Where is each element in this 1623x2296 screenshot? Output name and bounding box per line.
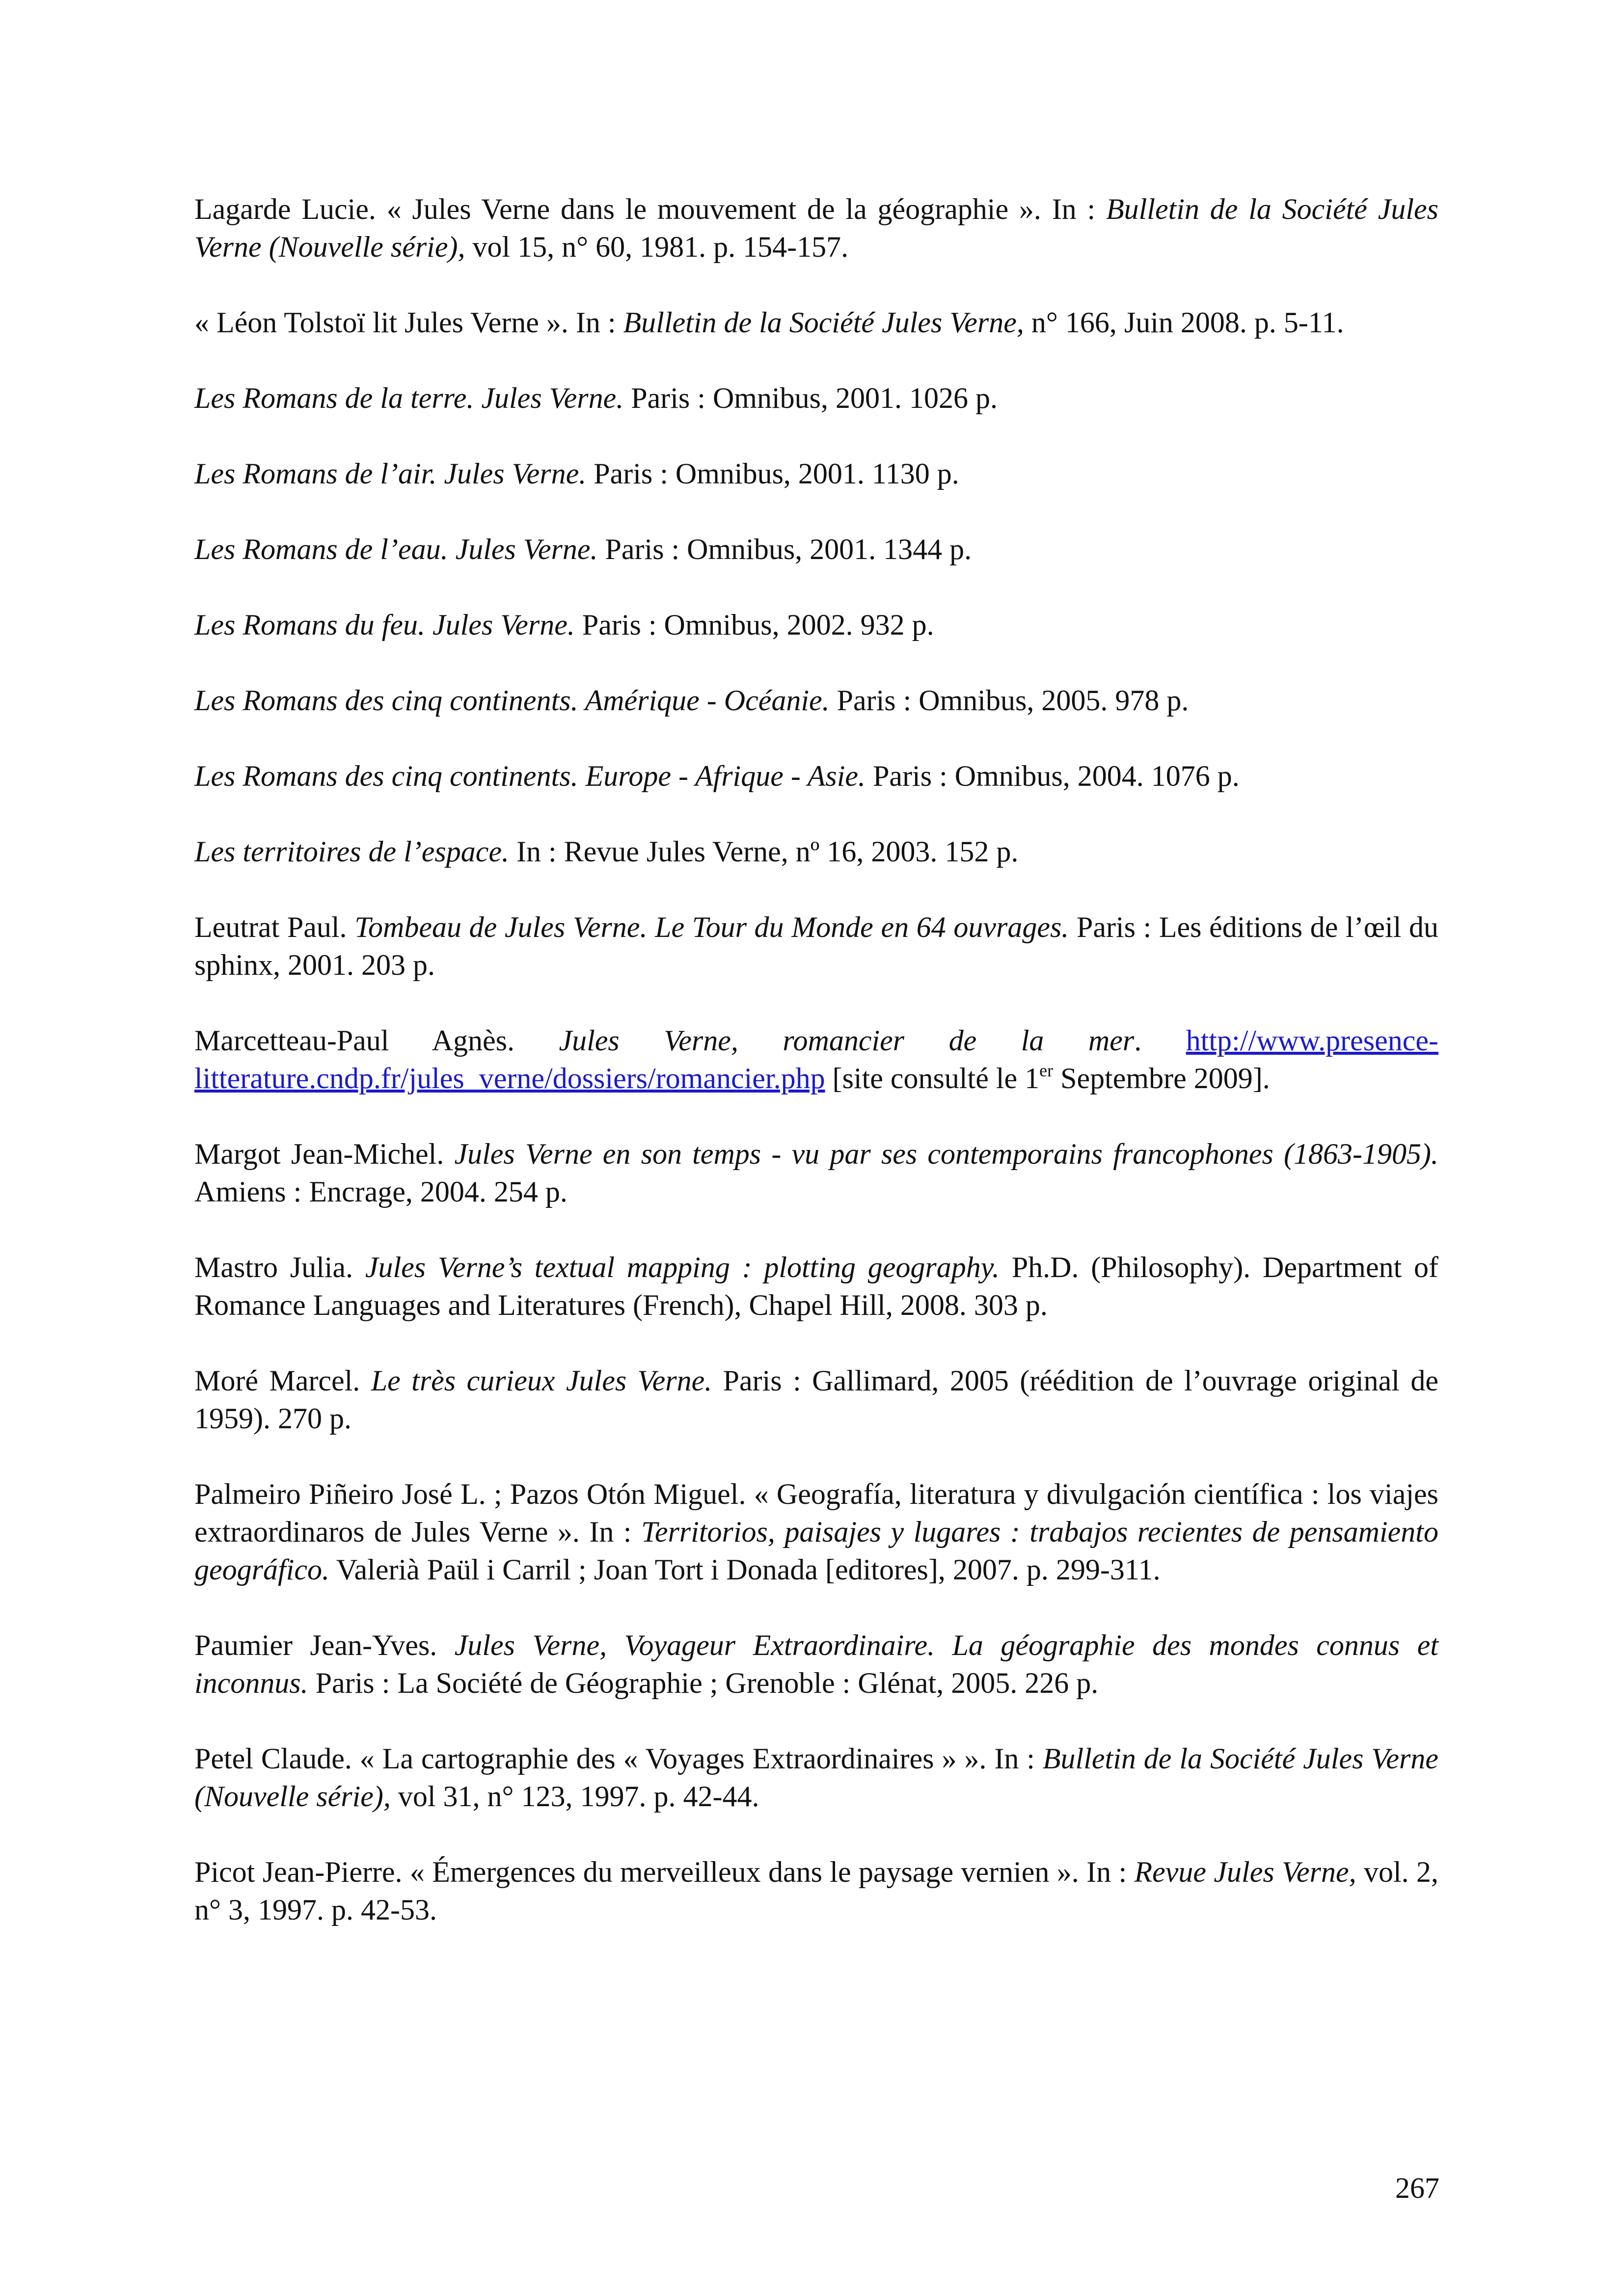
entry-title: Jules Verne’s textual mapping : plotting geography.: [365, 1251, 1000, 1283]
entry-text: Moré Marcel.: [194, 1364, 371, 1397]
entry-text: vol 15, n° 60, 1981. p. 154-157.: [465, 231, 849, 263]
page-number: 267: [1395, 2172, 1439, 2204]
entry-text: Palmeiro Piñeiro José L. ; Pazos Otón Miguel. « Geografía, literatura y divulgación científica : los viajes extraordinaros de Jules Verne ». In :: [194, 1478, 1438, 1548]
entry-title: Les Romans du feu. Jules Verne.: [194, 609, 575, 641]
bibliography-entry: [194, 757, 1438, 795]
entry-text: Margot Jean-Michel.: [194, 1138, 455, 1170]
entry-link[interactable]: http://www.presence-litterature.cndp.fr/jules_verne/dossiers/romancier.php: [194, 1024, 1438, 1095]
bibliography-entry: [194, 833, 1438, 871]
bibliography-entry: [194, 531, 1438, 568]
bibliography-entry: [194, 455, 1438, 493]
entry-text: Mastro Julia.: [194, 1251, 365, 1283]
bibliography-list: [194, 190, 1438, 1967]
entry-title: Tombeau de Jules Verne. Le Tour du Monde en 64 ouvrages.: [354, 911, 1069, 943]
entry-text: Marcetteau-Paul Agnès.: [194, 1024, 559, 1057]
entry-title: Bulletin de la Société Jules Verne (Nouvelle série),: [194, 193, 1439, 263]
entry-text: vol 31, n° 123, 1997. p. 42-44.: [390, 1780, 759, 1813]
bibliography-entry: [194, 908, 1438, 984]
entry-text: Paris : Les éditions de l’œil du sphinx, 2001. 203 p.: [194, 911, 1439, 981]
entry-text: Paris : Omnibus, 2002. 932 p.: [574, 609, 934, 641]
entry-text: n° 166, Juin 2008. p. 5-11.: [1024, 306, 1344, 339]
entry-text: Lagarde Lucie. « Jules Verne dans le mouvement de la géographie ». In :: [194, 193, 1106, 225]
entry-text: Paumier Jean-Yves.: [194, 1629, 455, 1661]
entry-title: Les Romans de l’air. Jules Verne.: [194, 457, 587, 490]
entry-title: Le très curieux Jules Verne.: [371, 1364, 712, 1397]
entry-title: Les territoires de l’espace.: [194, 835, 509, 868]
bibliography-entry: [194, 1740, 1438, 1815]
entry-text: Paris : Gallimard, 2005 (réédition de l’ouvrage original de 1959). 270 p.: [194, 1364, 1438, 1435]
bibliography-entry: [194, 1627, 1438, 1702]
entry-text: « Léon Tolstoï lit Jules Verne ». In :: [194, 306, 623, 339]
entry-text: Valerià Paül i Carril ; Joan Tort i Donada [editores], 2007. p. 299-311.: [329, 1553, 1161, 1586]
entry-text: Amiens : Encrage, 2004. 254 p.: [194, 1175, 568, 1208]
entry-title: Jules Verne, Voyageur Extraordinaire. La géographie des mondes connus et inconnus.: [194, 1629, 1438, 1699]
entry-text: Paris : Omnibus, 2004. 1076 p.: [866, 760, 1240, 792]
bibliography-entry: [194, 304, 1438, 342]
entry-text: .: [1134, 1024, 1186, 1057]
bibliography-entry: [194, 1853, 1438, 1929]
entry-title: Les Romans des cinq continents. Europe - Afrique - Asie.: [194, 760, 866, 792]
entry-title: Jules Verne en son temps - vu par ses contemporains francophones (1863-1905).: [454, 1138, 1438, 1170]
entry-title: Revue Jules Verne,: [1134, 1856, 1356, 1888]
bibliography-entry: [194, 1249, 1438, 1324]
entry-text: Paris : La Société de Géographie ; Grenoble : Glénat, 2005. 226 p.: [308, 1667, 1099, 1699]
entry-text: Paris : Omnibus, 2005. 978 p.: [829, 684, 1189, 717]
entry-title: Les Romans des cinq continents. Amérique - Océanie.: [194, 684, 830, 717]
entry-title: Les Romans de l’eau. Jules Verne.: [194, 533, 598, 565]
bibliography-entry: [194, 1022, 1438, 1097]
entry-text: Leutrat Paul.: [194, 911, 355, 943]
entry-text: Petel Claude. « La cartographie des « Voyages Extraordinaires » ». In :: [194, 1742, 1043, 1775]
entry-title: Bulletin de la Société Jules Verne,: [623, 306, 1024, 339]
entry-text: In : Revue Jules Verne, nº 16, 2003. 152 p.: [509, 835, 1019, 868]
entry-text: Paris : Omnibus, 2001. 1344 p.: [597, 533, 972, 565]
bibliography-entry: [194, 1475, 1438, 1589]
entry-text: vol. 2, n° 3, 1997. p. 42-53.: [194, 1856, 1439, 1926]
bibliography-entry: [194, 1135, 1438, 1211]
entry-title: Jules Verne, romancier de la mer: [559, 1024, 1135, 1057]
entry-text: Septembre 2009].: [1053, 1062, 1270, 1095]
entry-superscript: er: [1039, 1061, 1054, 1080]
bibliography-entry: [194, 1362, 1438, 1438]
bibliography-entry: [194, 379, 1438, 417]
entry-title: Territorios, paisajes y lugares : trabajos recientes de pensamiento geográfico.: [194, 1516, 1438, 1586]
bibliography-entry: [194, 682, 1438, 720]
entry-title: Les Romans de la terre. Jules Verne.: [194, 382, 624, 414]
bibliography-entry: [194, 190, 1438, 266]
entry-text: Paris : Omnibus, 2001. 1026 p.: [623, 382, 998, 414]
entry-text: Picot Jean-Pierre. « Émergences du merveilleux dans le paysage vernien ». In :: [194, 1856, 1135, 1888]
bibliography-entry: [194, 606, 1438, 644]
entry-text: [site consulté le 1: [825, 1062, 1040, 1095]
entry-title: Bulletin de la Société Jules Verne (Nouvelle série),: [194, 1742, 1439, 1813]
entry-text: Paris : Omnibus, 2001. 1130 p.: [586, 457, 959, 490]
entry-text: Ph.D. (Philosophy). Department of Romance Languages and Literatures (French), Chapel Hill, 2008. 303 p.: [194, 1251, 1438, 1321]
